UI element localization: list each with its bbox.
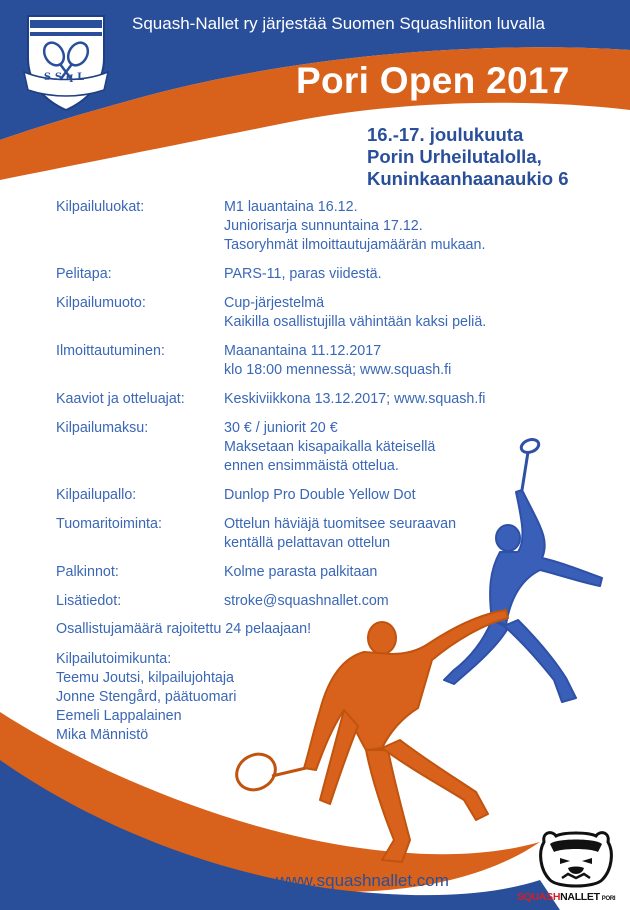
- detail-value: M1 lauantaina 16.12.: [224, 199, 358, 215]
- detail-row: [56, 198, 486, 255]
- venue-address: Kuninkaanhaanaukio 6: [367, 168, 569, 189]
- detail-value: Tasoryhmät ilmoittautujamäärän mukaan.: [224, 237, 486, 253]
- detail-value: Keskiviikkona 13.12.2017; www.squash.fi: [224, 391, 486, 407]
- detail-values: [224, 486, 416, 505]
- detail-value: Maksetaan kisapaikalla käteisellä: [224, 439, 436, 455]
- detail-label: Kilpailumaksu:: [56, 420, 149, 436]
- committee-heading: Kilpailutoimikunta:: [56, 651, 172, 667]
- detail-values: [224, 563, 377, 582]
- brand-squash: SQUASH: [517, 891, 561, 903]
- committee-member: Jonne Stengård, päätuomari: [56, 689, 237, 705]
- detail-row: [56, 592, 486, 611]
- bear-icon: [536, 828, 616, 888]
- detail-row: [56, 563, 486, 582]
- committee-list: [56, 650, 236, 745]
- detail-value: ennen ensimmäistä ottelua.: [224, 458, 399, 474]
- detail-row: [56, 486, 486, 505]
- detail-values: [224, 515, 456, 553]
- participant-limit-notice: Osallistujamäärä rajoitettu 24 pelaajaan!: [56, 621, 312, 637]
- details-list: [56, 198, 486, 621]
- detail-label: Lisätiedot:: [56, 593, 122, 609]
- event-date-venue: [367, 124, 569, 190]
- detail-label: Kaaviot ja otteluajat:: [56, 391, 185, 407]
- event-dates: 16.-17. joulukuuta: [367, 124, 524, 145]
- detail-label: Kilpailuluokat:: [56, 199, 145, 215]
- brand-wordmark: [517, 891, 615, 903]
- detail-label: Tuomaritoiminta:: [56, 516, 162, 532]
- detail-value: Maanantaina 11.12.2017: [224, 343, 382, 359]
- detail-value: Ottelun häviäjä tuomitsee seuraavan: [224, 516, 457, 532]
- detail-value: PARS-11, paras viidestä.: [224, 266, 382, 282]
- detail-values: [224, 198, 485, 255]
- detail-values: [224, 265, 382, 284]
- detail-row: [56, 515, 486, 553]
- detail-label: Pelitapa:: [56, 266, 112, 282]
- organizer-text: Squash-Nallet ry järjestää Suomen Squashliiton luvalla: [132, 14, 545, 33]
- committee-member: Eemeli Lappalainen: [56, 708, 182, 724]
- detail-value: Kaikilla osallistujilla vähintään kaksi peliä.: [224, 314, 487, 330]
- detail-row: [56, 390, 486, 409]
- detail-value: Kolme parasta palkitaan: [224, 564, 378, 580]
- committee-member: Mika Männistö: [56, 727, 149, 743]
- detail-label: Ilmoittautuminen:: [56, 343, 165, 359]
- detail-row: [56, 342, 486, 380]
- brand-nallet: NALLET: [560, 891, 600, 903]
- detail-value: Cup-järjestelmä: [224, 295, 325, 311]
- detail-label: Kilpailumuoto:: [56, 295, 146, 311]
- detail-label: Kilpailupallo:: [56, 487, 137, 503]
- detail-value: kentällä pelattavan ottelun: [224, 535, 391, 551]
- detail-values: [224, 342, 451, 380]
- detail-values: [224, 294, 486, 332]
- contact-email[interactable]: stroke@squashnallet.com: [224, 593, 389, 609]
- brand-pori: PORI: [601, 896, 616, 902]
- detail-row: [56, 294, 486, 332]
- detail-value: 30 € / juniorit 20 €: [224, 420, 338, 436]
- detail-row: [56, 265, 486, 284]
- detail-value: Dunlop Pro Double Yellow Dot: [224, 487, 416, 503]
- detail-value: klo 18:00 mennessä; www.squash.fi: [224, 362, 452, 378]
- logo-text: SSqL: [43, 72, 89, 83]
- detail-values: [224, 419, 435, 476]
- detail-label: Palkinnot:: [56, 564, 119, 580]
- logo-stripe: [30, 20, 102, 28]
- orange-player-illustration: [232, 600, 522, 870]
- logo-stripe: [30, 32, 102, 36]
- ssql-logo: [18, 8, 114, 112]
- detail-value: Juniorisarja sunnuntaina 17.12.: [224, 218, 423, 234]
- detail-values: [224, 390, 485, 409]
- detail-values: [224, 592, 389, 611]
- page-title: Pori Open 2017: [296, 60, 570, 101]
- website-link[interactable]: www.squashnallet.com: [276, 871, 449, 890]
- committee-member: Teemu Joutsi, kilpailujohtaja: [56, 670, 235, 686]
- detail-row: [56, 419, 486, 476]
- venue-name: Porin Urheilutalolla,: [367, 146, 542, 167]
